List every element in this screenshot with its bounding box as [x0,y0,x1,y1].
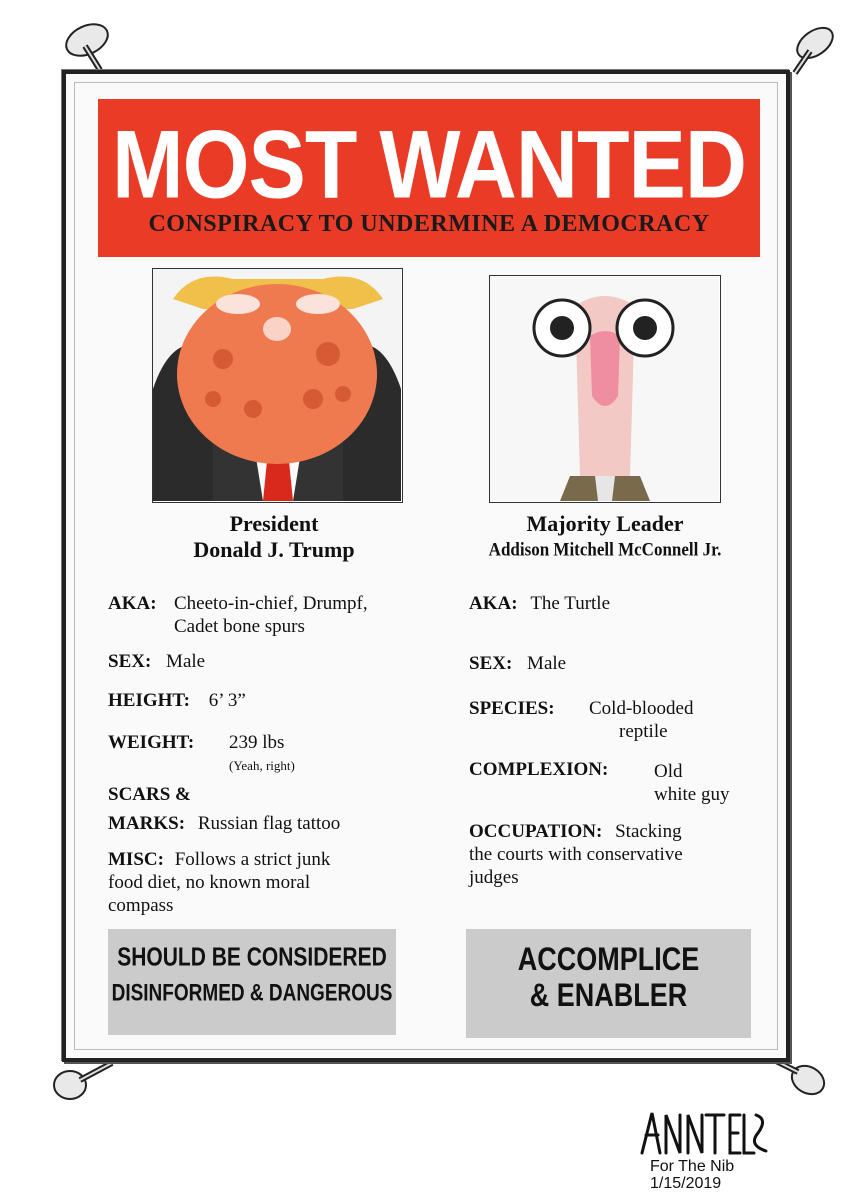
suspect-1-sex [108,650,205,673]
warning-stamp-1 [108,929,396,1035]
occupation-line-1: Stacking [615,821,682,842]
species-line-2: reptile [619,721,668,742]
banner-subtitle: CONSPIRACY TO UNDERMINE A DEMOCRACY [148,211,710,237]
sex-value: Male [166,651,206,672]
scars-label: SCARS & [108,784,191,805]
suspect-2-title: Majority Leader [526,511,684,536]
misc-line-2: food diet, no known moral [108,872,311,893]
suspect-2-species [469,697,555,720]
aka-line-2: Cadet bone spurs [174,616,305,637]
weight-value: 239 lbs [229,732,285,753]
nail-bottom-left-icon [50,1055,120,1105]
stamp-1-line-1: SHOULD BE CONSIDERED [117,943,387,972]
suspect-2-occupation [469,820,759,889]
suspect-1-aka [108,592,157,615]
nail-top-left-icon [55,10,115,75]
trump-caricature-icon [153,269,401,501]
suspect-1-misc [108,848,408,917]
suspect-1-name [140,511,408,563]
misc-line-3: compass [108,895,174,916]
credit-date: 1/15/2019 [650,1175,722,1192]
suspect-1-weight-value [229,731,295,777]
aka-value-2: The Turtle [530,593,611,614]
stamp-2-line-1: ACCOMPLICE [517,941,700,977]
suspect-1-scars [108,783,340,835]
weight-label: WEIGHT: [108,732,195,753]
suspect-2-name [455,511,755,563]
aka-label: AKA: [108,593,157,614]
most-wanted-banner [98,99,760,257]
credit-line-1: For The Nib [650,1158,735,1175]
mcconnell-caricature-icon [490,276,719,501]
warning-stamp-2 [466,929,751,1038]
suspect-2-sex [469,652,566,675]
misc-label: MISC: [108,849,164,870]
stamp-1-line-2: DISINFORMED & DANGEROUS [111,980,393,1007]
mugshot-trump [152,268,403,503]
suspect-1-height [108,689,246,712]
occupation-line-2: the courts with conservative [469,844,683,865]
species-label: SPECIES: [469,698,555,719]
complexion-line-1: Old [654,761,683,782]
suspect-1-title: President [229,511,319,536]
sex-label: SEX: [108,651,152,672]
sex-value-2: Male [527,653,567,674]
suspect-2-complexion-value [654,760,729,806]
occupation-line-3: judges [469,867,519,888]
suspect-2-species-value [589,697,694,743]
suspect-2-fullname: Addison Mitchell McConnell Jr. [488,539,722,560]
artist-signature-icon [640,1105,770,1157]
mugshot-mcconnell [489,275,721,503]
sex-label-2: SEX: [469,653,513,674]
height-label: HEIGHT: [108,690,190,711]
banner-title: MOST WANTED [112,111,746,219]
scars-value: Russian flag tattoo [197,813,341,834]
complexion-line-2: white guy [654,784,730,805]
misc-line-1: Follows a strict junk [174,849,331,870]
stamp-2-line-2: & ENABLER [529,977,688,1013]
suspect-1-weight [108,731,194,754]
weight-note: (Yeah, right) [229,758,295,773]
height-value: 6’ 3” [208,690,246,711]
suspect-1-aka-value [174,592,368,638]
credit [650,1158,734,1192]
species-line-1: Cold-blooded [589,698,694,719]
suspect-2-aka [469,592,610,615]
aka-line-1: Cheeto-in-chief, Drumpf, [174,593,368,614]
complexion-label: COMPLEXION: [469,759,609,780]
suspect-1-fullname: Donald J. Trump [193,537,355,562]
suspect-2-complexion [469,758,608,781]
occupation-label: OCCUPATION: [469,821,603,842]
aka-label-2: AKA: [469,593,518,614]
marks-label: MARKS: [108,813,186,834]
nail-top-right-icon [780,15,840,75]
